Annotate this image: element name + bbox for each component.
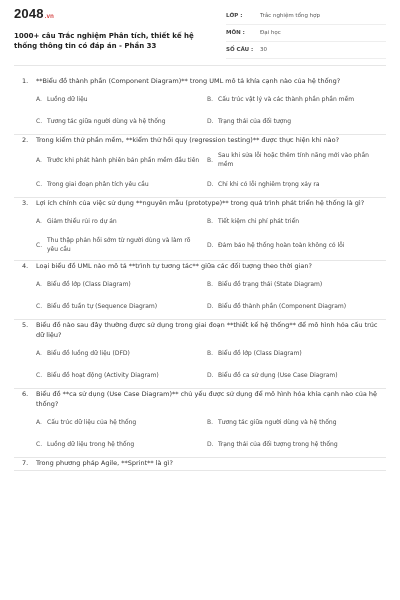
page-header (14, 0, 386, 66)
question-6 (14, 389, 386, 458)
option-text: Biểu đồ lớp (Class Diagram) (218, 349, 302, 357)
meta-row-count (226, 42, 386, 59)
question-text: **Biểu đồ thành phần (Component Diagram)** trong UML mô tả khía cạnh nào của hệ thống? (36, 77, 341, 85)
answer-options (22, 147, 378, 195)
meta-value: Đại học (260, 30, 281, 36)
answer-option[interactable] (207, 273, 378, 295)
question-number: 4. (22, 262, 29, 270)
meta-value: 30 (260, 47, 267, 53)
question-text: Trong phương pháp Agile, **Sprint** là gì? (36, 459, 173, 467)
exam-meta (226, 8, 386, 65)
option-letter: A. (36, 95, 42, 103)
page-title: 1000+ câu Trắc nghiệm Phân tích, thiết kế hệ thống thông tin có đáp án - Phần 33 (14, 32, 194, 50)
answer-option[interactable] (207, 433, 378, 455)
question-5 (14, 320, 386, 389)
answer-options (22, 411, 378, 455)
option-text: Tương tác giữa người dùng và hệ thống (218, 418, 337, 426)
option-letter: B. (207, 95, 214, 103)
option-letter: A. (36, 418, 42, 426)
logo-main: 2048 (14, 6, 44, 21)
logo-suffix: .vn (44, 14, 55, 20)
answer-option[interactable] (36, 295, 207, 317)
option-letter: B. (207, 418, 214, 426)
option-letter: A. (36, 349, 42, 357)
option-text: Biểu đồ ca sử dụng (Use Case Diagram) (218, 371, 338, 379)
question-text: Biểu đồ nào sau đây thường được sử dụng trong giai đoạn **thiết kế hệ thống** để mô hình hóa cấu trúc dữ liệu? (36, 321, 378, 339)
option-text: Sau khi sửa lỗi hoặc thêm tính năng mới vào phần mềm (218, 152, 369, 168)
option-letter: D. (207, 180, 214, 188)
question-stem (22, 198, 378, 208)
question-7 (14, 458, 386, 471)
answer-option[interactable] (36, 147, 207, 173)
option-text: Trước khi phát hành phiên bản phần mềm đầu tiên (47, 156, 200, 164)
question-3 (14, 198, 386, 261)
option-text: Luồng dữ liệu (47, 95, 88, 103)
answer-option[interactable] (36, 88, 207, 110)
option-letter: A. (36, 156, 42, 164)
answer-option[interactable] (207, 210, 378, 232)
option-letter: A. (36, 280, 42, 288)
option-letter: B. (207, 156, 214, 164)
question-text: Biểu đồ **ca sử dụng (Use Case Diagram)** chủ yếu được sử dụng để mô hình hóa khía cạnh nào của hệ thống? (36, 390, 378, 408)
option-letter: B. (207, 217, 214, 225)
answer-options (22, 88, 378, 132)
answer-option[interactable] (36, 342, 207, 364)
option-letter: B. (207, 280, 214, 288)
answer-option[interactable] (36, 210, 207, 232)
option-text: Biểu đồ trạng thái (State Diagram) (218, 280, 323, 288)
option-text: Tương tác giữa người dùng và hệ thống (47, 117, 166, 125)
question-stem (22, 320, 378, 340)
question-number: 3. (22, 199, 29, 207)
question-stem (22, 261, 378, 271)
answer-option[interactable] (36, 411, 207, 433)
question-number: 6. (22, 390, 29, 398)
option-letter: C. (36, 371, 43, 379)
answer-options (22, 342, 378, 386)
option-text: Biểu đồ tuần tự (Sequence Diagram) (47, 302, 158, 310)
option-text: Cấu trúc vật lý và các thành phần phần mềm (218, 95, 355, 103)
option-text: Thu thập phản hồi sớm từ người dùng và làm rõ yêu cầu (47, 237, 191, 253)
answer-option[interactable] (207, 364, 378, 386)
option-letter: D. (207, 241, 214, 249)
question-number: 2. (22, 136, 29, 144)
option-text: Biểu đồ thành phần (Component Diagram) (218, 302, 347, 310)
option-text: Chỉ khi có lỗi nghiêm trọng xảy ra (218, 180, 320, 188)
option-letter: C. (36, 117, 43, 125)
option-letter: D. (207, 371, 214, 379)
option-letter: B. (207, 349, 214, 357)
answer-option[interactable] (36, 433, 207, 455)
question-4 (14, 261, 386, 320)
option-text: Giảm thiểu rủi ro dự án (47, 217, 117, 225)
answer-option[interactable] (207, 232, 378, 258)
question-number: 1. (22, 77, 29, 85)
brand-column (14, 6, 219, 65)
meta-row-subject (226, 25, 386, 42)
answer-option[interactable] (36, 273, 207, 295)
option-text: Trạng thái của đối tượng trong hệ thống (218, 440, 338, 448)
question-number: 7. (22, 459, 29, 467)
option-text: Trong giai đoạn phân tích yêu cầu (47, 180, 149, 188)
answer-option[interactable] (207, 173, 378, 195)
option-text: Biểu đồ lớp (Class Diagram) (47, 280, 131, 288)
meta-row-class (226, 8, 386, 25)
meta-label: MÔN : (226, 30, 245, 36)
option-letter: C. (36, 180, 43, 188)
meta-value: Trắc nghiệm tổng hợp (260, 13, 321, 19)
question-list (14, 66, 386, 471)
option-text: Luồng dữ liệu trong hệ thống (47, 440, 135, 448)
answer-option[interactable] (207, 411, 378, 433)
option-letter: C. (36, 302, 43, 310)
option-letter: D. (207, 440, 214, 448)
meta-label: LỚP : (226, 13, 243, 19)
answer-option[interactable] (207, 295, 378, 317)
meta-label: SỐ CÂU : (226, 47, 254, 53)
option-text: Đảm bảo hệ thống hoàn toàn không có lỗi (218, 241, 345, 249)
question-stem (22, 458, 378, 468)
answer-option[interactable] (207, 147, 378, 173)
answer-option[interactable] (36, 364, 207, 386)
answer-option[interactable] (207, 342, 378, 364)
question-text: Loại biểu đồ UML nào mô tả **trình tự tương tác** giữa các đối tượng theo thời gian? (36, 262, 312, 270)
answer-option[interactable] (36, 232, 207, 258)
question-2 (14, 135, 386, 198)
answer-option[interactable] (36, 110, 207, 132)
question-stem (22, 76, 378, 86)
option-letter: A. (36, 217, 42, 225)
question-stem (22, 135, 378, 145)
answer-options (22, 273, 378, 317)
site-logo[interactable] (14, 6, 219, 25)
option-text: Biểu đồ hoạt động (Activity Diagram) (47, 371, 159, 379)
question-stem (22, 389, 378, 409)
option-text: Cấu trúc dữ liệu của hệ thống (47, 418, 137, 426)
option-text: Biểu đồ luồng dữ liệu (DFD) (47, 349, 130, 357)
answer-option[interactable] (207, 88, 378, 110)
option-text: Trạng thái của đối tượng (218, 117, 292, 125)
question-text: Lợi ích chính của việc sử dụng **nguyên mẫu (prototype)** trong quá trình phát triển hệ thống là gì? (36, 199, 365, 207)
option-letter: C. (36, 241, 43, 249)
answer-option[interactable] (207, 110, 378, 132)
option-letter: C. (36, 440, 43, 448)
option-letter: D. (207, 117, 214, 125)
option-letter: D. (207, 302, 214, 310)
question-number: 5. (22, 321, 29, 329)
answer-option[interactable] (36, 173, 207, 195)
option-text: Tiết kiệm chi phí phát triển (218, 217, 300, 225)
question-text: Trong kiểm thử phần mềm, **kiểm thử hồi quy (regression testing)** được thực hiện khi nào? (36, 136, 340, 144)
question-1 (14, 76, 386, 135)
answer-options (22, 210, 378, 258)
